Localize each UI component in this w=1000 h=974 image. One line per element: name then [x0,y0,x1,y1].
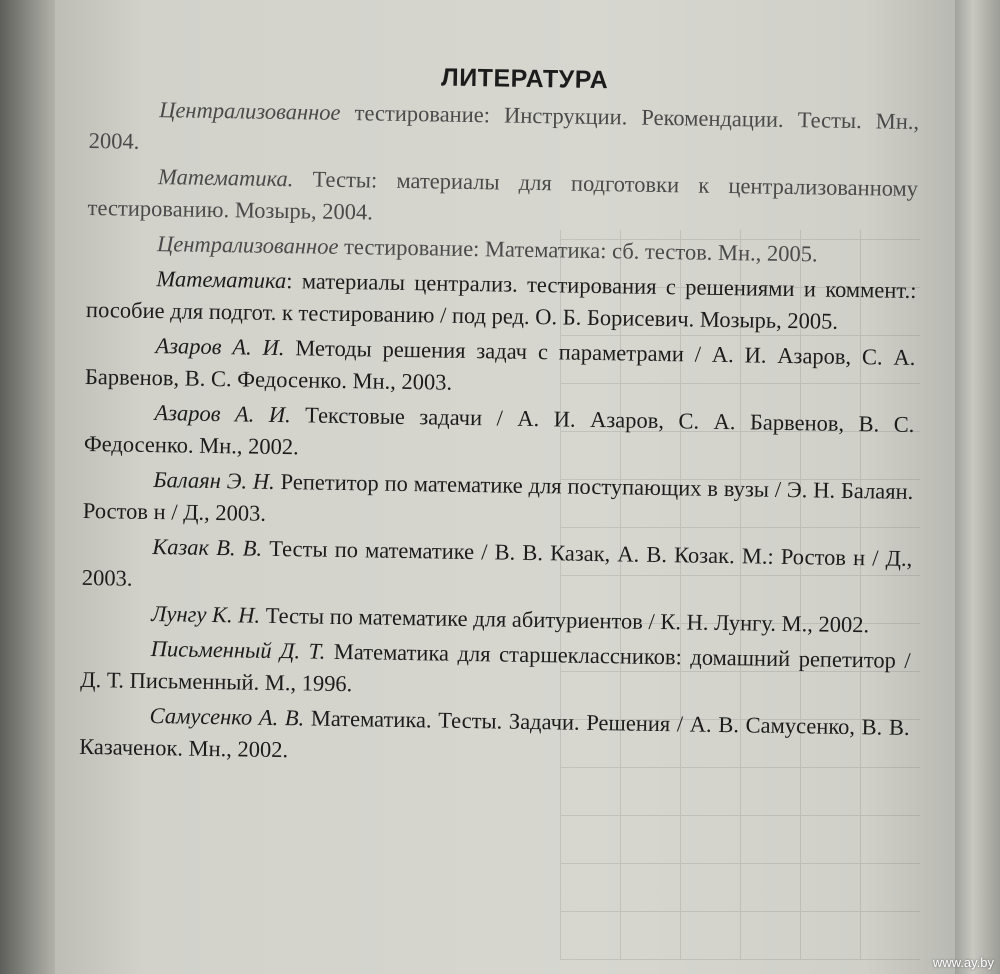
entry-author: Математика [156,266,287,294]
entry-author: Централизованное [159,97,341,125]
watermark: www.ay.by [932,955,994,970]
entry-text: Математика для старшеклассников: домашний репетитор / Д. Т. Письменный. М., 1996. [80,638,911,697]
entry-author: Лунгу К. Н. [151,601,261,628]
bibliography-entry [87,160,918,237]
bibliography-entry [85,329,916,406]
page-title: ЛИТЕРАТУРА [440,63,609,95]
entry-author: Балаян Э. Н. [153,467,275,494]
entry-text: тестирование: Инструкции. Рекомендации. Тесты. Мн., 2004. [88,99,920,154]
entry-text: Репетитор по математике для поступающих в вузы / Э. Н. Балаян. Ростов н / Д., 2003. [82,468,914,526]
entry-text: Тесты по математике / В. В. Казак, А. В. Козак. М.: Ростов н / Д., 2003. [81,535,913,591]
bibliography-entry [82,530,913,607]
entry-author: Письменный Д. Т. [150,636,326,664]
entry-author: Азаров А. И. [154,400,291,428]
entry-text: Текстовые задачи / А. И. Азаров, С. А. Барвенов, В. С. Федосенко. Мн., 2002. [83,402,915,460]
bibliography-entry [79,699,910,776]
bibliography-entry [84,396,915,473]
entry-text: Математика. Тесты. Задачи. Решения / А. В. Самусенко, В. В. Казаченок. Мн., 2002. [78,705,910,763]
entry-text: тестирование: Математика: сб. тестов. Мн., 2005. [338,233,818,267]
bibliography-entry [88,93,919,170]
bibliography-entry [80,632,911,709]
entry-text: Тесты: материалы для подготовки к централизованному тестированию. Мозырь, 2004. [87,166,919,225]
entry-author: Самусенко А. В. [149,703,305,731]
entry-author: Азаров А. И. [155,333,285,361]
entry-author: Математика. [157,164,294,192]
entry-text: Тесты по математике для абитуриентов / К. Н. Лунгу. М., 2002. [259,602,870,638]
bibliography-entry [83,463,914,540]
entry-author: Централизованное [156,231,339,259]
bibliography [79,58,920,779]
entry-author: Казак В. В. [152,534,263,561]
entry-text: : материалы централиз. тестирования с решениями и коммент.: пособие для подгот. к тестированию / под ред. О. Б. Борисевич. Мозырь, 2005. [85,268,917,334]
page-edge [955,0,1000,974]
entry-text: Методы решения задач с параметрами / А. И. Азаров, С. А. Барвенов, В. С. Федосенко. Мн., 2003. [84,335,916,395]
bibliography-entry [86,262,917,339]
